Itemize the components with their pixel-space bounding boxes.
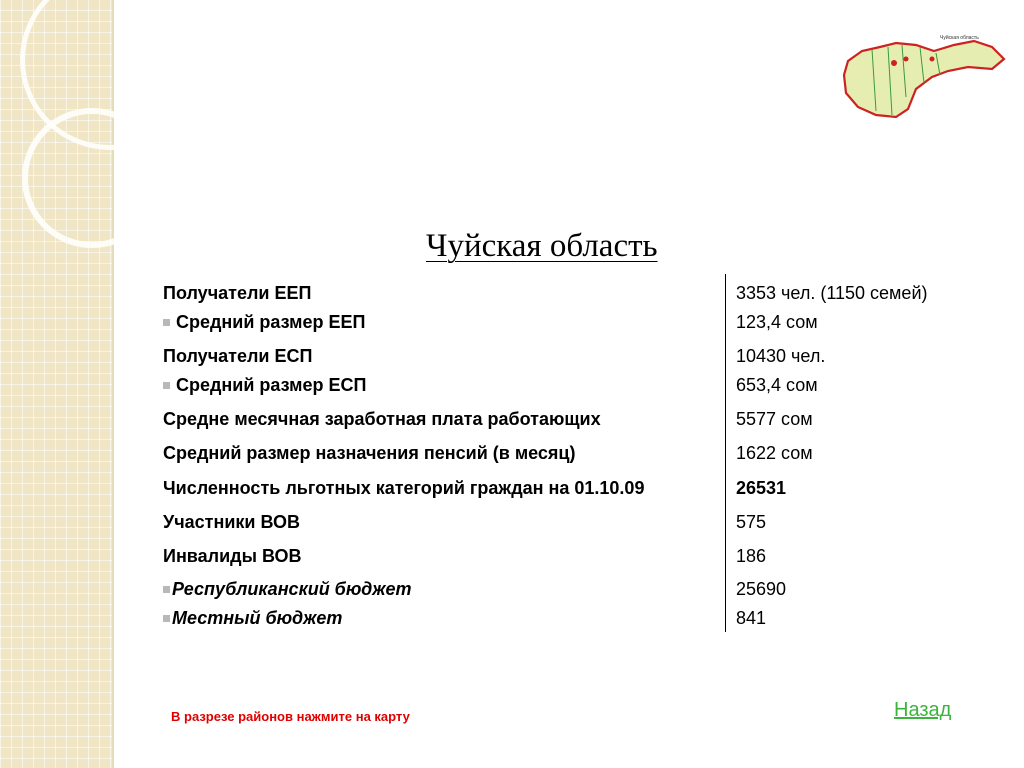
value-privileged-count: 26531: [736, 478, 787, 498]
label-local-budget: Местный бюджет: [163, 607, 342, 629]
bullet-icon: [163, 615, 170, 622]
value-avg-salary: 5577 сом: [736, 409, 813, 429]
city-marker: [891, 60, 897, 66]
bullet-icon: [163, 382, 170, 389]
back-link[interactable]: Назад: [894, 699, 952, 721]
value-recipients-eep: 3353 чел. (1150 семей): [736, 283, 928, 303]
label-recipients-eep: Получатели ЕЕП: [163, 283, 312, 303]
label-avg-esp: Средний размер ЕСП: [163, 374, 366, 396]
label-republican-budget: Республиканский бюджет: [163, 578, 412, 600]
map-hint-note: В разрезе районов нажмите на карту: [171, 709, 410, 724]
city-marker: [904, 57, 909, 62]
label-avg-pension: Средний размер назначения пенсий (в месяц): [163, 443, 576, 463]
label-war-invalids: Инвалиды ВОВ: [163, 546, 302, 566]
value-republican-budget: 25690: [736, 579, 787, 599]
decorative-ring-small: [22, 108, 162, 248]
value-avg-pension: 1622 сом: [736, 443, 813, 463]
label-avg-eep: Средний размер ЕЕП: [163, 311, 365, 333]
value-avg-eep: 123,4 сом: [736, 312, 818, 332]
page-title: Чуйская область: [426, 228, 658, 264]
label-privileged-count: Численность льготных категорий граждан на 01.10.09: [163, 478, 645, 498]
value-war-participants: 575: [736, 512, 767, 532]
bullet-icon: [163, 319, 170, 326]
label-avg-salary: Средне месячная заработная плата работающих: [163, 409, 601, 429]
label-war-participants: Участники ВОВ: [163, 512, 301, 532]
value-war-invalids: 186: [736, 546, 767, 566]
bullet-icon: [163, 586, 170, 593]
value-recipients-esp: 10430 чел.: [736, 346, 826, 366]
map-region-label: Чуйская область: [940, 35, 979, 41]
value-avg-esp: 653,4 сом: [736, 375, 818, 395]
label-recipients-esp: Получатели ЕСП: [163, 346, 313, 366]
city-marker: [930, 57, 935, 62]
value-local-budget: 841: [736, 608, 767, 628]
region-map[interactable]: [836, 17, 1006, 121]
table-divider: [725, 274, 726, 632]
